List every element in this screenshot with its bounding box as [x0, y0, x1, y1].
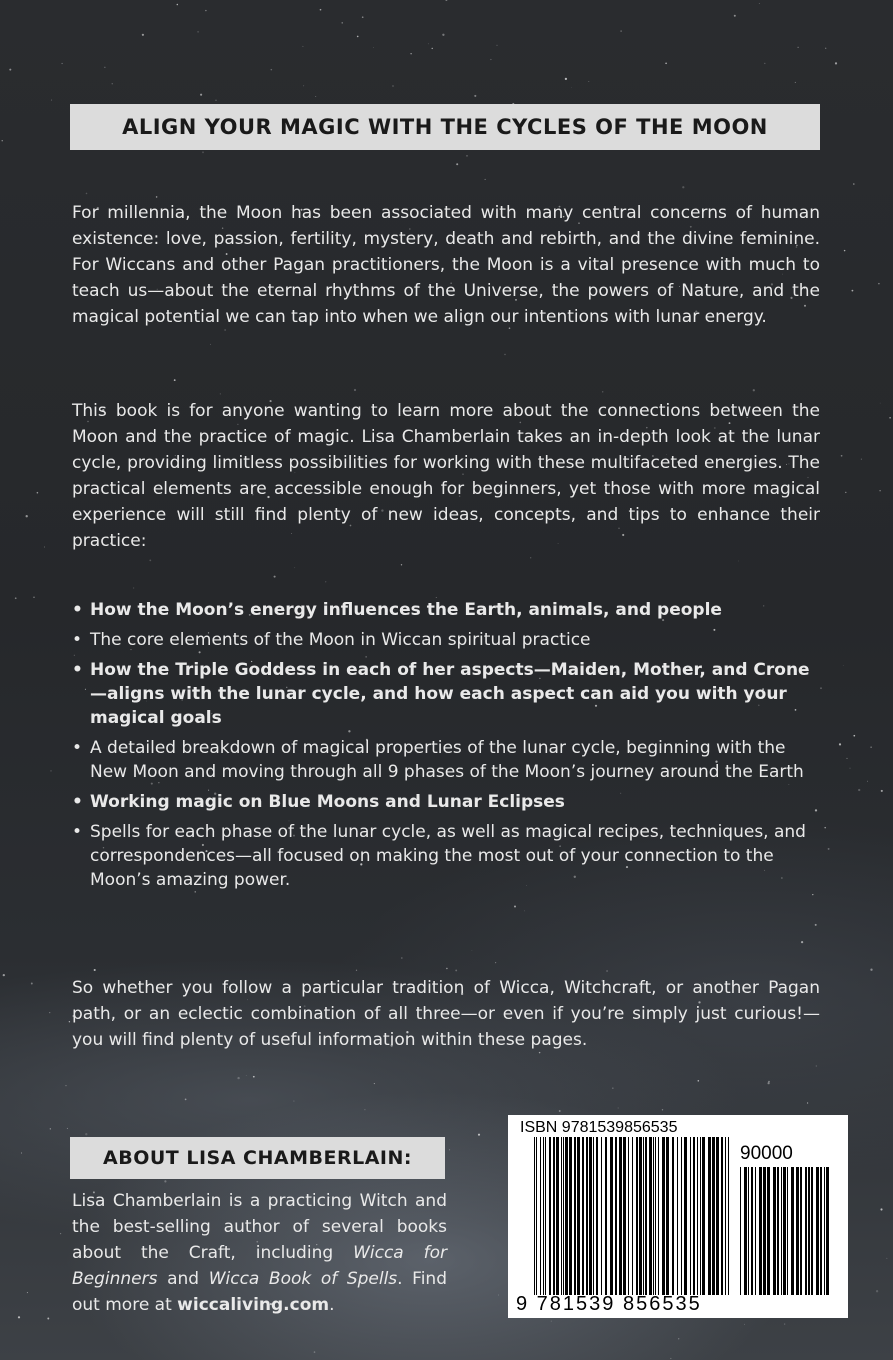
barcode-bar	[808, 1167, 810, 1295]
feature-list-item: • Working magic on Blue Moons and Lunar Eclipses	[72, 790, 820, 814]
barcode-bar	[697, 1137, 698, 1295]
star	[455, 969, 457, 971]
barcode-bar	[791, 1167, 794, 1295]
star	[9, 69, 11, 71]
star	[853, 183, 855, 185]
star	[2, 140, 3, 141]
star	[428, 43, 429, 44]
barcode-bar	[632, 1137, 633, 1295]
barcode-bar	[601, 1137, 602, 1295]
feature-list-item: • How the Triple Goddess in each of her aspects—Maiden, Mother, and Crone—aligns with the lunar cycle, and how each aspect can aid you with your magical goals	[72, 658, 820, 730]
barcode-bar	[773, 1167, 776, 1295]
star	[815, 924, 817, 926]
star	[142, 34, 144, 36]
barcode-bar	[565, 1137, 568, 1295]
barcode-bar	[751, 1167, 753, 1295]
star	[271, 69, 273, 71]
star	[18, 1316, 20, 1318]
section-heading-banner	[70, 104, 820, 150]
star	[325, 581, 326, 582]
star	[612, 1088, 613, 1089]
book-description-paragraph: This book is for anyone wanting to learn more about the connections between the Moon and the practice of magic. Lisa Chamberlain takes an in-depth look at the lunar cycle, providing limitless possibilities for working with these multifaceted energies. The practical elements are accessible enough for beginners, yet those with more magical experience will still find plenty of new ideas, concepts, and tips to enhance their practice:	[72, 401, 820, 551]
star	[841, 455, 843, 457]
star	[843, 665, 844, 666]
star	[246, 1075, 247, 1076]
star	[870, 747, 871, 748]
barcode-bar	[700, 1137, 701, 1295]
star	[559, 1110, 561, 1112]
price-code: 90000	[740, 1143, 793, 1164]
star	[495, 962, 496, 963]
star	[237, 1077, 239, 1079]
star	[67, 1128, 68, 1129]
barcode-bar	[672, 1137, 674, 1295]
author-bio	[72, 1188, 447, 1318]
star	[797, 47, 798, 48]
barcode-bar	[643, 1137, 644, 1295]
star	[149, 559, 151, 561]
star	[392, 85, 393, 86]
barcode-bar	[586, 1137, 588, 1295]
barcode-bar	[563, 1137, 564, 1295]
star	[852, 290, 854, 292]
barcode-bar	[593, 1137, 594, 1295]
star	[104, 67, 105, 68]
star	[880, 1208, 882, 1210]
barcode-bar	[645, 1137, 647, 1295]
barcode-bar	[787, 1167, 788, 1295]
barcode-bar	[716, 1137, 719, 1295]
barcode-bar	[744, 1167, 747, 1295]
star	[878, 283, 880, 285]
star	[210, 344, 211, 345]
star	[588, 81, 589, 82]
barcode-bar	[783, 1167, 786, 1295]
feature-list-item: • Spells for each phase of the lunar cycle, as well as magical recipes, techniques, and correspondences—all focused on making the most out of your connection to the Moon’s amazing power.	[72, 820, 820, 892]
barcode-bar	[615, 1137, 617, 1295]
barcode-bar	[561, 1137, 562, 1295]
star	[867, 781, 868, 782]
star	[202, 151, 204, 153]
star	[356, 970, 357, 971]
barcode-bars	[534, 1137, 730, 1295]
barcode-bar	[534, 1137, 535, 1295]
star	[220, 393, 221, 394]
star	[302, 46, 303, 47]
barcode-bar	[767, 1167, 770, 1295]
barcode-bar	[553, 1137, 555, 1295]
star	[15, 597, 17, 599]
barcode-bar	[759, 1167, 762, 1295]
star	[362, 16, 364, 18]
star	[27, 1292, 28, 1293]
star	[881, 790, 883, 792]
star	[764, 63, 765, 64]
star	[670, 1358, 671, 1359]
barcode-bar	[690, 1137, 691, 1295]
star	[185, 1099, 187, 1101]
barcode-bar	[628, 1137, 629, 1295]
star	[472, 950, 473, 951]
barcode-bar	[574, 1137, 576, 1295]
star	[37, 492, 39, 494]
barcode-bar	[658, 1137, 659, 1295]
star	[738, 561, 739, 562]
barcode-bar	[805, 1167, 807, 1295]
star	[112, 83, 113, 84]
star	[498, 1294, 499, 1295]
star	[850, 768, 851, 769]
barcode-bar	[824, 1167, 825, 1295]
star	[174, 379, 176, 381]
closing-paragraph: So whether you follow a particular tradition of Wicca, Witchcraft, or another Pagan path, or an eclectic combination of all three—or even if you’re simply just curious!—you will find plenty of useful information within these pages.	[72, 978, 820, 1050]
barcode-bar	[662, 1137, 665, 1295]
isbn-label: ISBN 9781539856535	[520, 1119, 678, 1136]
about-heading: ABOUT LISA CHAMBERLAIN:	[103, 1147, 412, 1169]
star	[835, 62, 837, 64]
star	[26, 515, 28, 517]
star	[85, 1133, 87, 1135]
star	[678, 1338, 679, 1339]
star	[620, 30, 621, 31]
barcode-bar	[677, 1137, 678, 1295]
star	[373, 47, 374, 48]
author-website: wiccaliving.com	[177, 1295, 330, 1315]
barcode-bar	[639, 1137, 642, 1295]
star	[839, 743, 841, 745]
star	[466, 155, 467, 156]
isbn-digits: 9 781539 856535	[516, 1293, 702, 1315]
star	[524, 911, 525, 912]
barcode-bar	[543, 1137, 544, 1295]
star	[94, 969, 96, 971]
star	[824, 827, 826, 829]
feature-list-item: • A detailed breakdown of magical properties of the lunar cycle, beginning with the New Moon and moving through all 9 phases of the Moon’s journey around the Earth	[72, 736, 820, 784]
barcode-bar	[605, 1137, 607, 1295]
barcode-bar	[796, 1167, 799, 1295]
barcode-bar	[781, 1167, 782, 1295]
barcode-bar	[826, 1167, 829, 1295]
barcode-bar	[708, 1137, 711, 1295]
star	[86, 193, 88, 195]
barcode-bar	[589, 1137, 592, 1295]
star	[253, 1076, 255, 1078]
star	[446, 968, 447, 969]
barcode-bar	[569, 1137, 572, 1295]
barcode-bar	[666, 1137, 669, 1295]
star	[744, 1324, 745, 1325]
star	[801, 941, 803, 943]
barcode-bar	[545, 1137, 546, 1295]
star	[342, 22, 343, 23]
star	[215, 100, 216, 101]
barcode-bar	[596, 1137, 598, 1295]
barcode-bar	[820, 1167, 822, 1295]
star	[734, 15, 736, 17]
barcode-bar	[681, 1137, 682, 1295]
barcode-bar	[577, 1137, 580, 1295]
star	[504, 354, 505, 355]
star	[47, 1318, 49, 1320]
star	[442, 34, 444, 36]
star	[485, 179, 486, 180]
barcode-bar	[763, 1167, 766, 1295]
barcode-bar	[811, 1167, 813, 1295]
star	[602, 391, 603, 392]
star	[844, 250, 845, 251]
star	[293, 1101, 294, 1102]
star	[133, 587, 134, 588]
bio-text: . Find out more at	[72, 1269, 448, 1315]
star	[887, 1258, 888, 1259]
barcode-bar	[800, 1167, 802, 1295]
star	[889, 417, 891, 419]
barcode-bar	[610, 1137, 613, 1295]
star	[401, 957, 403, 959]
star	[410, 53, 411, 54]
star	[51, 100, 52, 101]
barcode-bar	[619, 1137, 622, 1295]
star	[828, 848, 830, 850]
star	[177, 4, 179, 6]
barcode-bar	[693, 1137, 695, 1295]
bio-text: .	[329, 1295, 335, 1315]
book-title-wicca-for-beginners: Wicca for Beginners	[72, 1243, 447, 1289]
star	[820, 687, 822, 689]
barcode-bar	[649, 1137, 652, 1295]
isbn-barcode	[508, 1115, 848, 1318]
barcode-bar	[740, 1167, 741, 1295]
star	[274, 576, 276, 578]
star	[530, 557, 531, 558]
barcode-addon-bars	[740, 1167, 830, 1295]
star	[197, 31, 199, 33]
barcode-bar	[636, 1137, 638, 1295]
star	[847, 758, 848, 759]
barcode-bar	[728, 1137, 729, 1295]
bio-text: Lisa Chamberlain is a practicing Witch and the best-selling author of several books about the Craft, including	[72, 1191, 447, 1263]
star	[618, 1107, 619, 1108]
star	[60, 1233, 61, 1234]
barcode-bar	[816, 1167, 819, 1295]
star	[478, 1134, 480, 1136]
star	[49, 1012, 50, 1013]
star	[320, 9, 322, 11]
star	[3, 974, 5, 976]
star	[870, 969, 872, 971]
star	[401, 564, 402, 565]
star	[357, 36, 359, 38]
star	[303, 85, 304, 86]
star	[62, 63, 63, 64]
star	[682, 186, 684, 188]
star	[880, 403, 881, 404]
barcode-bar	[755, 1167, 756, 1295]
star	[662, 1109, 663, 1110]
star	[294, 567, 295, 568]
star	[768, 1081, 770, 1083]
star	[205, 10, 206, 11]
star	[156, 196, 158, 198]
star	[496, 45, 497, 46]
barcode-bar	[623, 1137, 626, 1295]
star	[879, 490, 880, 491]
star	[825, 48, 826, 49]
barcode-bar	[556, 1137, 559, 1295]
barcode-bar	[655, 1137, 656, 1295]
star	[21, 1152, 22, 1153]
star	[514, 906, 516, 908]
main-heading: ALIGN YOUR MAGIC WITH THE CYCLES OF THE MOON	[122, 115, 768, 139]
star	[432, 48, 433, 49]
star	[490, 59, 491, 60]
star	[606, 970, 608, 972]
star	[807, 1102, 808, 1103]
star	[65, 1085, 66, 1086]
barcode-bar	[748, 1167, 749, 1295]
intro-paragraph: For millennia, the Moon has been associated with many central concerns of human existence: love, passion, fertility, mystery, death and rebirth, and the divine feminine. For Wiccans and other Pagan practitioners, the Moon is a vital presence with much to teach us—about the eternal rhythms of the Universe, the powers of Nature, and the magical potential we can tap into when we align our intentions with lunar energy.	[72, 203, 820, 327]
star	[315, 96, 316, 97]
star	[374, 1083, 375, 1084]
star	[314, 1351, 316, 1353]
star	[364, 1109, 365, 1110]
star	[445, 0, 447, 1]
star	[31, 983, 33, 985]
star	[164, 1180, 166, 1182]
star	[861, 459, 862, 460]
barcode-bar	[712, 1137, 715, 1295]
star	[816, 1065, 817, 1066]
star	[449, 1149, 450, 1150]
star	[795, 82, 796, 83]
barcode-bar	[725, 1137, 726, 1295]
barcode-bar	[549, 1137, 551, 1295]
star	[33, 597, 34, 598]
barcode-bar	[540, 1137, 541, 1295]
star	[753, 389, 755, 391]
star	[551, 1321, 552, 1322]
barcode-bar	[777, 1167, 779, 1295]
star	[845, 492, 846, 493]
barcode-bar	[582, 1137, 584, 1295]
star	[768, 1082, 770, 1084]
star	[853, 735, 855, 737]
star	[474, 95, 476, 97]
star	[876, 1290, 878, 1292]
feature-list-item: • How the Moon’s energy influences the Earth, animals, and people	[72, 598, 820, 622]
barcode-bar	[702, 1137, 705, 1295]
star	[571, 87, 572, 88]
feature-list-item: • The core elements of the Moon in Wiccan spiritual practice	[72, 628, 820, 652]
barcode-bar	[684, 1137, 687, 1295]
bio-text: and	[157, 1269, 209, 1289]
star	[784, 1324, 785, 1325]
about-author-banner	[70, 1137, 445, 1179]
barcode-bar	[536, 1137, 537, 1295]
star	[665, 62, 667, 64]
star	[858, 789, 860, 791]
star	[50, 1128, 51, 1129]
barcode-bar	[653, 1137, 654, 1295]
star	[698, 1080, 700, 1082]
star	[44, 547, 45, 548]
star	[759, 3, 760, 4]
star	[69, 1021, 70, 1022]
feature-list	[72, 598, 820, 898]
star	[200, 94, 202, 96]
star	[456, 163, 458, 165]
book-title-wicca-book-of-spells: Wicca Book of Spells	[208, 1269, 398, 1289]
star	[354, 389, 356, 391]
barcode-bar	[721, 1137, 723, 1295]
star	[565, 78, 567, 80]
star	[51, 770, 52, 771]
